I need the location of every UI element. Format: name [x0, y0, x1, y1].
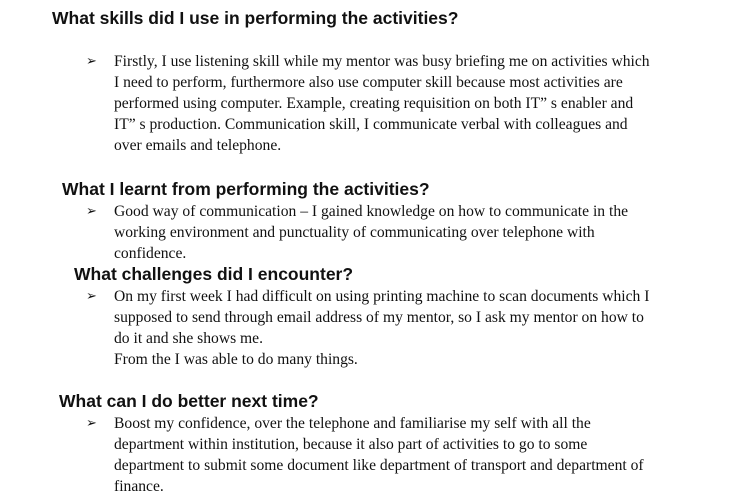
paragraph-line: working environment and punctuality of communicating over telephone with	[114, 224, 595, 241]
paragraph-line: performed using computer. Example, creating requisition on both IT” s enabler and	[114, 95, 634, 112]
arrow-bullet-icon: ➢	[86, 204, 97, 219]
paragraph-line: On my first week I had difficult on using printing machine to scan documents which I	[114, 288, 650, 305]
learnt-paragraph	[114, 201, 628, 264]
section-heading-skills: What skills did I use in performing the activities?	[52, 8, 459, 28]
better-paragraph	[114, 413, 644, 497]
paragraph-line: department within institution, because it also part of activities to go to some	[114, 436, 588, 453]
paragraph-line: I need to perform, furthermore also use computer skill because most activities are	[114, 74, 623, 91]
paragraph-line: IT” s production. Communication skill, I communicate verbal with colleagues and	[114, 116, 628, 133]
arrow-bullet-icon: ➢	[86, 54, 97, 69]
paragraph-line: finance.	[114, 478, 164, 495]
section-heading-challenges: What challenges did I encounter?	[74, 264, 354, 284]
paragraph-line: Good way of communication – I gained knowledge on how to communicate in the	[114, 203, 629, 220]
paragraph-line: confidence.	[114, 245, 187, 262]
section-heading-learnt: What I learnt from performing the activities?	[62, 179, 430, 199]
skills-paragraph	[114, 51, 650, 156]
paragraph-line: do it and she shows me.	[114, 330, 263, 347]
arrow-bullet-icon: ➢	[86, 289, 97, 304]
challenges-paragraph	[114, 286, 649, 370]
section-heading-better: What can I do better next time?	[59, 391, 319, 411]
paragraph-line: over emails and telephone.	[114, 137, 282, 154]
paragraph-line: From the I was able to do many things.	[114, 351, 358, 368]
paragraph-line: Firstly, I use listening skill while my mentor was busy briefing me on activities which	[114, 53, 650, 70]
arrow-bullet-icon: ➢	[86, 416, 97, 431]
paragraph-line: Boost my confidence, over the telephone and familiarise my self with all the	[114, 415, 591, 432]
paragraph-line: department to submit some document like department of transport and department of	[114, 457, 644, 474]
paragraph-line: supposed to send through email address of my mentor, so I ask my mentor on how to	[114, 309, 644, 326]
